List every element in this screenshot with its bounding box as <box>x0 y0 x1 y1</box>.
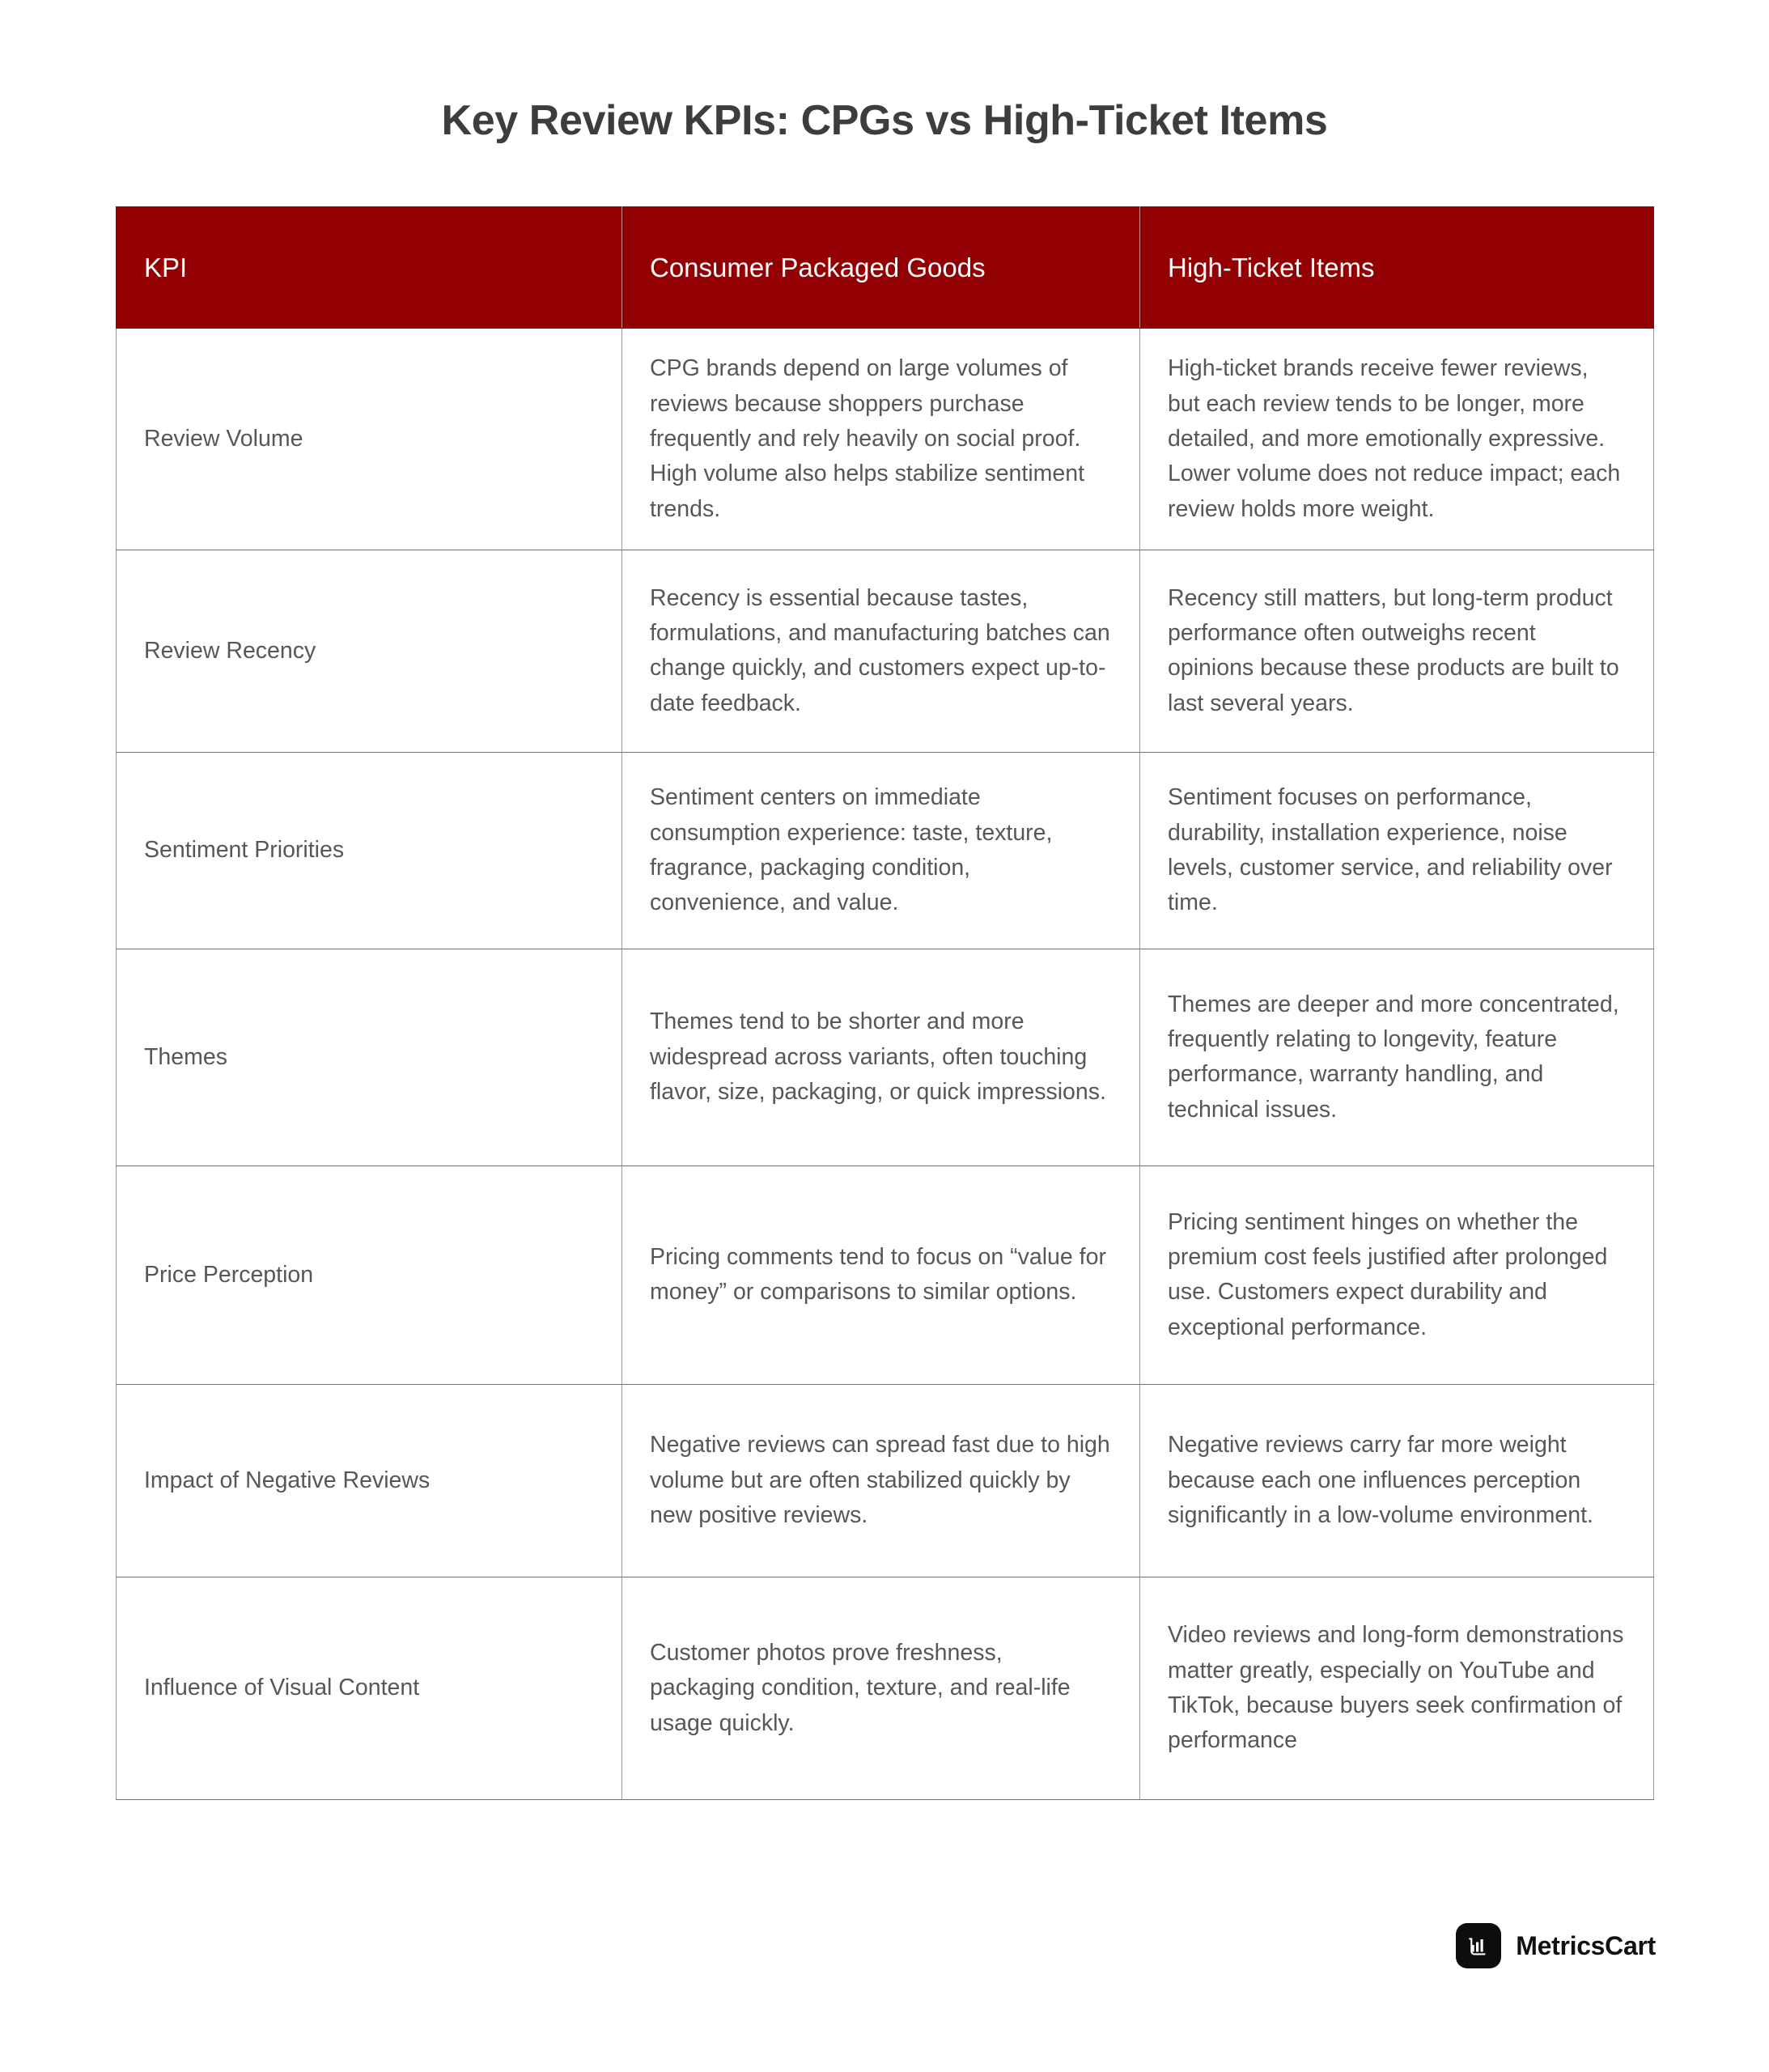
cell-kpi-name: Themes <box>117 949 622 1166</box>
cell-cpg-description: CPG brands depend on large volumes of reviews because shoppers purchase frequently and rely heavily on social proof. High volume also helps stabilize sentiment trends. <box>622 329 1140 550</box>
brand-name: MetricsCart <box>1516 1930 1656 1960</box>
cell-kpi-name: Sentiment Priorities <box>117 752 622 949</box>
column-header-consumer-packaged-goods: Consumer Packaged Goods <box>622 207 1140 329</box>
table-row <box>117 1577 1654 1799</box>
page-title: Key Review KPIs: CPGs vs High-Ticket Items <box>441 97 1328 144</box>
bar-chart-cart-icon <box>1456 1923 1501 1968</box>
cell-kpi-name: Review Recency <box>117 550 622 752</box>
cell-cpg-description: Customer photos prove freshness, packaging condition, texture, and real-life usage quickly. <box>622 1577 1140 1799</box>
table-body <box>117 329 1654 1800</box>
cell-high-ticket-description: Recency still matters, but long-term product performance often outweighs recent opinions because these products are built to last several years. <box>1140 550 1654 752</box>
cell-high-ticket-description: Video reviews and long-form demonstrations matter greatly, especially on YouTube and TikTok, because buyers seek confirmation of performance <box>1140 1577 1654 1799</box>
column-header-high-ticket-items: High-Ticket Items <box>1140 207 1654 329</box>
cell-kpi-name: Influence of Visual Content <box>117 1577 622 1799</box>
table-row <box>117 1166 1654 1384</box>
cell-high-ticket-description: High-ticket brands receive fewer reviews, but each review tends to be longer, more detailed, and more emotionally expressive. Lower volume does not reduce impact; each review holds more weight. <box>1140 329 1654 550</box>
cell-kpi-name: Impact of Negative Reviews <box>117 1384 622 1577</box>
brand-footer <box>1456 1923 1656 1968</box>
cell-high-ticket-description: Sentiment focuses on performance, durability, installation experience, noise levels, customer service, and reliability over time. <box>1140 752 1654 949</box>
table-row <box>117 949 1654 1166</box>
cell-kpi-name: Price Perception <box>117 1166 622 1384</box>
cell-cpg-description: Themes tend to be shorter and more widespread across variants, often touching flavor, size, packaging, or quick impressions. <box>622 949 1140 1166</box>
table-row <box>117 550 1654 752</box>
cell-high-ticket-description: Themes are deeper and more concentrated, frequently relating to longevity, feature performance, warranty handling, and technical issues. <box>1140 949 1654 1166</box>
title-container <box>0 0 1769 146</box>
cell-high-ticket-description: Negative reviews carry far more weight because each one influences perception significantly in a low-volume environment. <box>1140 1384 1654 1577</box>
table-header-row <box>117 207 1654 329</box>
cell-cpg-description: Negative reviews can spread fast due to high volume but are often stabilized quickly by new positive reviews. <box>622 1384 1140 1577</box>
kpi-table-container <box>116 206 1653 1800</box>
cell-high-ticket-description: Pricing sentiment hinges on whether the premium cost feels justified after prolonged use. Customers expect durability and exceptional performance. <box>1140 1166 1654 1384</box>
table-header <box>117 207 1654 329</box>
table-row <box>117 329 1654 550</box>
table-row <box>117 752 1654 949</box>
cell-cpg-description: Recency is essential because tastes, formulations, and manufacturing batches can change quickly, and customers expect up-to-date feedback. <box>622 550 1140 752</box>
column-header-kpi: KPI <box>117 207 622 329</box>
table-row <box>117 1384 1654 1577</box>
cell-cpg-description: Sentiment centers on immediate consumption experience: taste, texture, fragrance, packaging condition, convenience, and value. <box>622 752 1140 949</box>
cell-cpg-description: Pricing comments tend to focus on “value for money” or comparisons to similar options. <box>622 1166 1140 1384</box>
cell-kpi-name: Review Volume <box>117 329 622 550</box>
kpi-comparison-table <box>116 206 1654 1800</box>
